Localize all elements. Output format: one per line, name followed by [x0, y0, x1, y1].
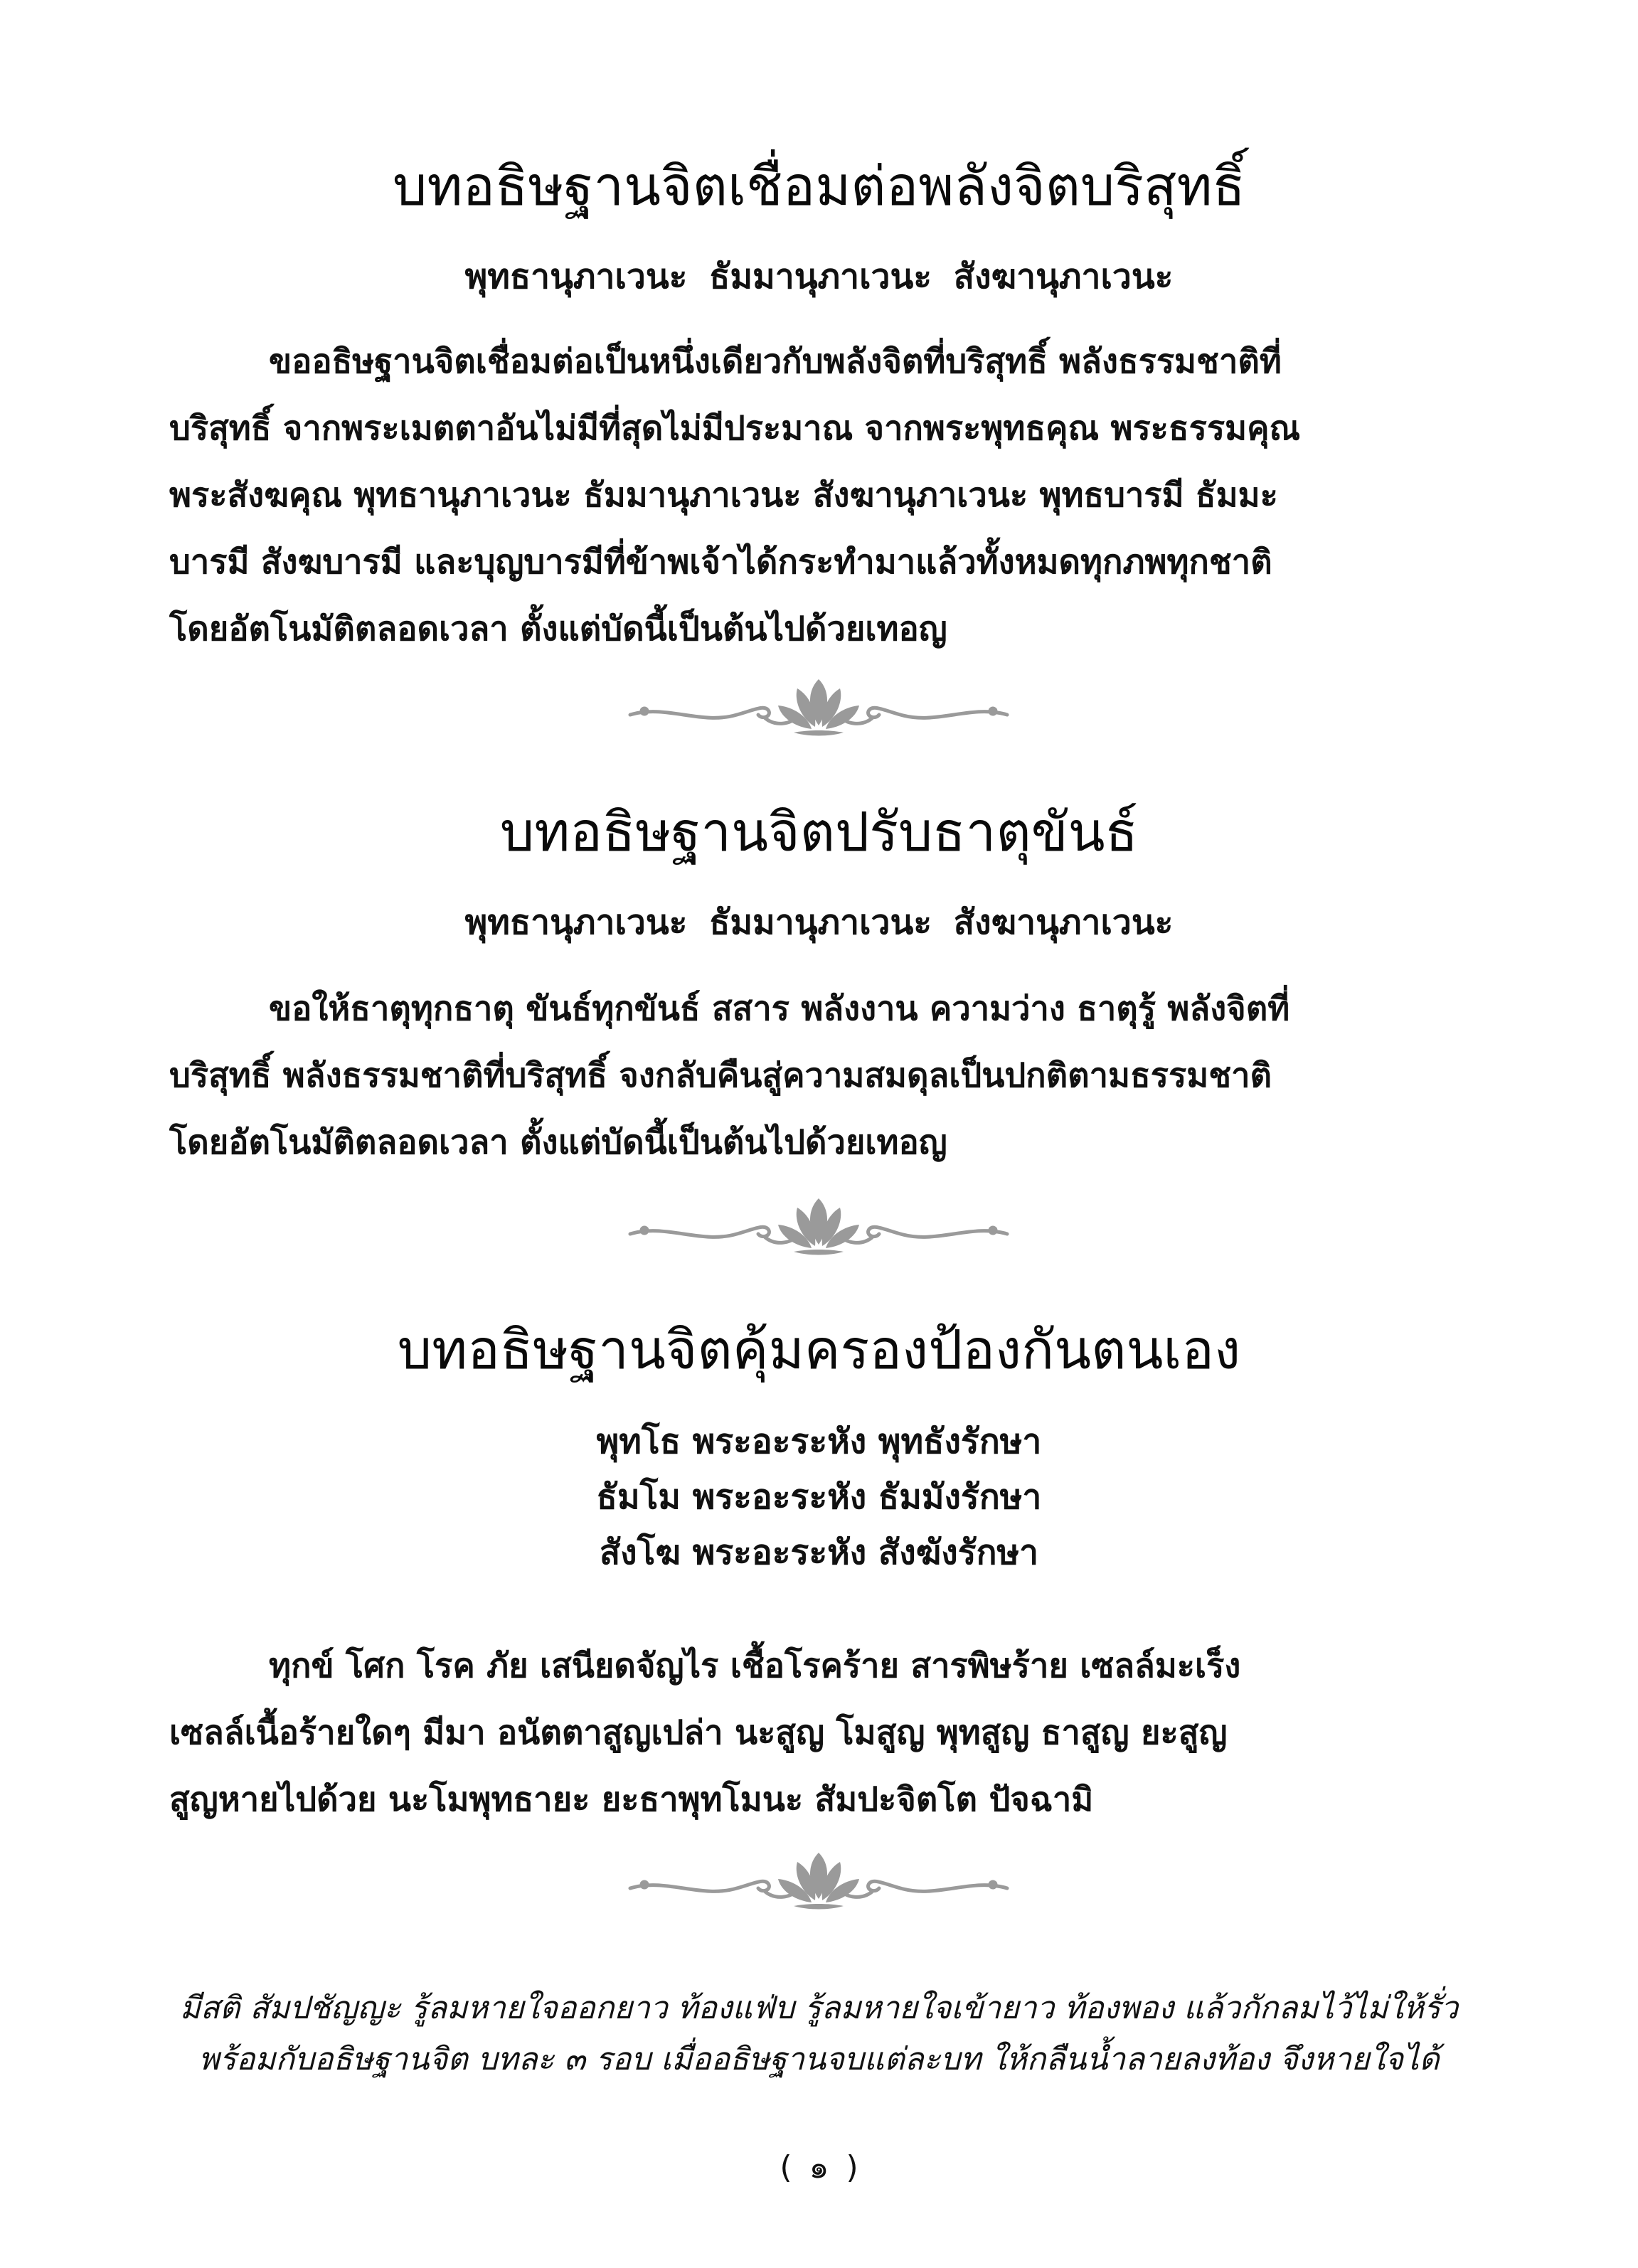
section-1-body — [169, 329, 1471, 663]
note-line: พร้อมกับอธิษฐานจิต บทละ ๓ รอบ เมื่ออธิษฐานจบแต่ละบท ให้กลืนน้ำลายลงท้อง จึงหายใจได้ — [198, 2041, 1440, 2077]
body-line: บริสุทธิ์ จากพระเมตตาอันไม่มีที่สุดไม่มีประมาณ จากพระพุทธคุณ พระธรรมคุณ — [169, 409, 1301, 448]
lotus-divider-icon — [623, 1195, 1014, 1259]
section-1-chant: พุทธานุภาเวนะ ธัมมานุภาเวนะ สังฆานุภาเวนะ — [464, 257, 1174, 297]
lotus-divider-icon — [623, 1849, 1014, 1913]
body-line: พระสังฆคุณ พุทธานุภาเวนะ ธัมมานุภาเวนะ สังฆานุภาเวนะ พุทธบารมี ธัมมะ — [169, 476, 1278, 515]
body-line: เซลล์เนื้อร้ายใดๆ มีมา อนัตตาสูญเปล่า นะสูญ โมสูญ พุทสูญ ธาสูญ ยะสูญ — [169, 1713, 1228, 1752]
body-line: ขออธิษฐานจิตเชื่อมต่อเป็นหนึ่งเดียวกับพลังจิตที่บริสุทธิ์ พลังธรรมชาติที่ — [269, 342, 1282, 381]
body-line: บริสุทธิ์ พลังธรรมชาติที่บริสุทธิ์ จงกลับคืนสู่ความสมดุลเป็นปกติตามธรรมชาติ — [169, 1056, 1272, 1095]
protect-verse-line: พุทโธ พระอะระหัง พุทธังรักษา — [596, 1422, 1042, 1462]
breathing-instruction-note — [0, 1983, 1638, 2085]
body-line: โดยอัตโนมัติตลอดเวลา ตั้งแต่บัดนี้เป็นต้นไปด้วยเทอญ — [169, 1123, 947, 1162]
lotus-divider-icon — [623, 676, 1014, 740]
protect-verse-line: สังโฆ พระอะระหัง สังฆังรักษา — [599, 1533, 1039, 1572]
section-3-title: บทอธิษฐานจิตคุ้มครองป้องกันตนเอง — [397, 1318, 1241, 1381]
body-line: ขอให้ธาตุทุกธาตุ ขันธ์ทุกขันธ์ สสาร พลังงาน ความว่าง ธาตุรู้ พลังจิตที่ — [269, 989, 1290, 1028]
page-number: ( ๑ ) — [780, 2149, 858, 2186]
section-2-title: บทอธิษฐานจิตปรับธาตุขันธ์ — [500, 800, 1138, 863]
section-1-title: บทอธิษฐานจิตเชื่อมต่อพลังจิตบริสุทธิ์ — [393, 154, 1245, 218]
body-line: โดยอัตโนมัติตลอดเวลา ตั้งแต่บัดนี้เป็นต้นไปด้วยเทอญ — [169, 609, 947, 649]
protect-verse-line: ธัมโม พระอะระหัง ธัมมังรักษา — [596, 1477, 1042, 1517]
body-line: ทุกข์ โศก โรค ภัย เสนียดจัญไร เชื้อโรคร้าย สารพิษร้าย เซลล์มะเร็ง — [269, 1646, 1241, 1686]
section-3-body — [169, 1633, 1471, 1833]
section-2-chant: พุทธานุภาเวนะ ธัมมานุภาเวนะ สังฆานุภาเวนะ — [464, 903, 1174, 942]
section-2-body — [169, 976, 1471, 1176]
note-line: มีสติ สัมปชัญญะ รู้ลมหายใจออกยาว ท้องแฟ่บ รู้ลมหายใจเข้ายาว ท้องพอง แล้วกักลมไว้ไม่ให้รั่ว — [179, 1990, 1459, 2026]
section-3-protect-verses — [0, 1414, 1638, 1580]
body-line: สูญหายไปด้วย นะโมพุทธายะ ยะธาพุทโมนะ สัมปะจิตโต ปัจฉามิ — [169, 1780, 1094, 1819]
body-line: บารมี สังฆบารมี และบุญบารมีที่ข้าพเจ้าได้กระทำมาแล้วทั้งหมดทุกภพทุกชาติ — [169, 543, 1272, 582]
